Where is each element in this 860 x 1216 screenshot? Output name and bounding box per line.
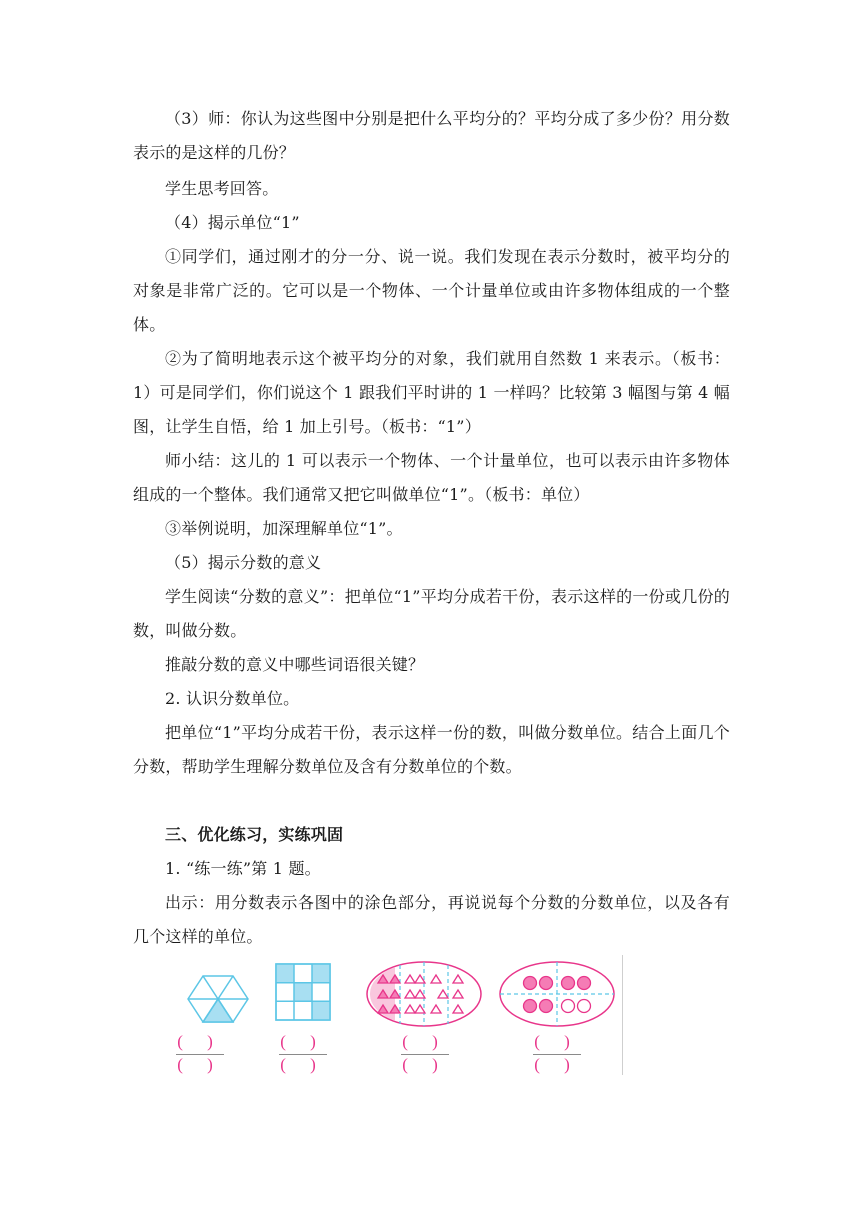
- square-grid-figure: [276, 964, 330, 1020]
- paragraph-step-5-title: （5）揭示分数的意义: [165, 553, 322, 572]
- paragraph-fraction-unit-title: 2. 认识分数单位。: [165, 689, 300, 708]
- right-divider-line: [622, 955, 623, 1075]
- paragraph-students-think: 学生思考回答。: [165, 179, 279, 198]
- fraction-denominator: ( ): [280, 1055, 326, 1074]
- paragraph-key-words: 推敲分数的意义中哪些词语很关键？: [165, 655, 425, 674]
- triangles-oval-figure: [367, 962, 481, 1026]
- section-heading-practice: 三、优化练习，实练巩固: [165, 825, 344, 844]
- paragraph-fraction-meaning: 学生阅读“分数的意义”：把单位“1”平均分成若干份，表示这样的一份或几份的数，叫做分数。: [133, 587, 730, 640]
- circles-oval-figure: [500, 962, 614, 1026]
- hexagon-figure: [188, 976, 248, 1022]
- fraction-blank-1[interactable]: [170, 1032, 230, 1078]
- fraction-denominator: ( ): [402, 1055, 448, 1074]
- paragraph-question-3: （3）师：你认为这些图中分别是把什么平均分的？平均分成了多少份？用分数表示的是这样的几份？: [133, 109, 730, 162]
- paragraph-teacher-summary: 师小结：这儿的 1 可以表示一个物体、一个计量单位，也可以表示由许多物体组成的一个整体。我们通常又把它叫做单位“1”。（板书：单位）: [133, 451, 730, 504]
- paragraph-fraction-unit-def: 把单位“1”平均分成若干份，表示这样一份的数，叫做分数单位。结合上面几个分数，帮助学生理解分数单位及含有分数单位的个数。: [133, 723, 730, 776]
- fraction-numerator: ( ): [280, 1032, 326, 1051]
- paragraph-exercise-instructions: 出示：用分数表示各图中的涂色部分，再说说每个分数的分数单位，以及各有几个这样的单位。: [133, 893, 730, 946]
- fraction-denominator: ( ): [177, 1055, 223, 1074]
- fraction-numerator: ( ): [177, 1032, 223, 1051]
- paragraph-exercise-1: 1. “练一练”第 1 题。: [165, 859, 321, 878]
- paragraph-step-4-point-2: ②为了简明地表示这个被平均分的对象，我们就用自然数 1 来表示。（板书：1）可是同学们，你们说这个 1 跟我们平时讲的 1 一样吗？比较第 3 幅图与第 4 幅图，让学生自悟，给 1 加上引号。（板书：“1”）: [133, 349, 730, 436]
- fraction-numerator: ( ): [534, 1032, 580, 1051]
- fraction-numerator: ( ): [402, 1032, 448, 1051]
- fraction-blank-4[interactable]: [527, 1032, 587, 1078]
- paragraph-step-4-title: （4）揭示单位“1”: [165, 213, 300, 232]
- hexagon-shaded-part: [203, 999, 233, 1022]
- fraction-denominator: ( ): [534, 1055, 580, 1074]
- paragraph-step-4-point-3: ③举例说明，加深理解单位“1”。: [165, 519, 403, 538]
- fraction-blank-2[interactable]: [273, 1032, 333, 1078]
- paragraph-step-4-point-1: ①同学们，通过刚才的分一分、说一说。我们发现在表示分数时，被平均分的对象是非常广泛的。它可以是一个物体、一个计量单位或由许多物体组成的一个整体。: [133, 247, 730, 334]
- fraction-blank-3[interactable]: [395, 1032, 455, 1078]
